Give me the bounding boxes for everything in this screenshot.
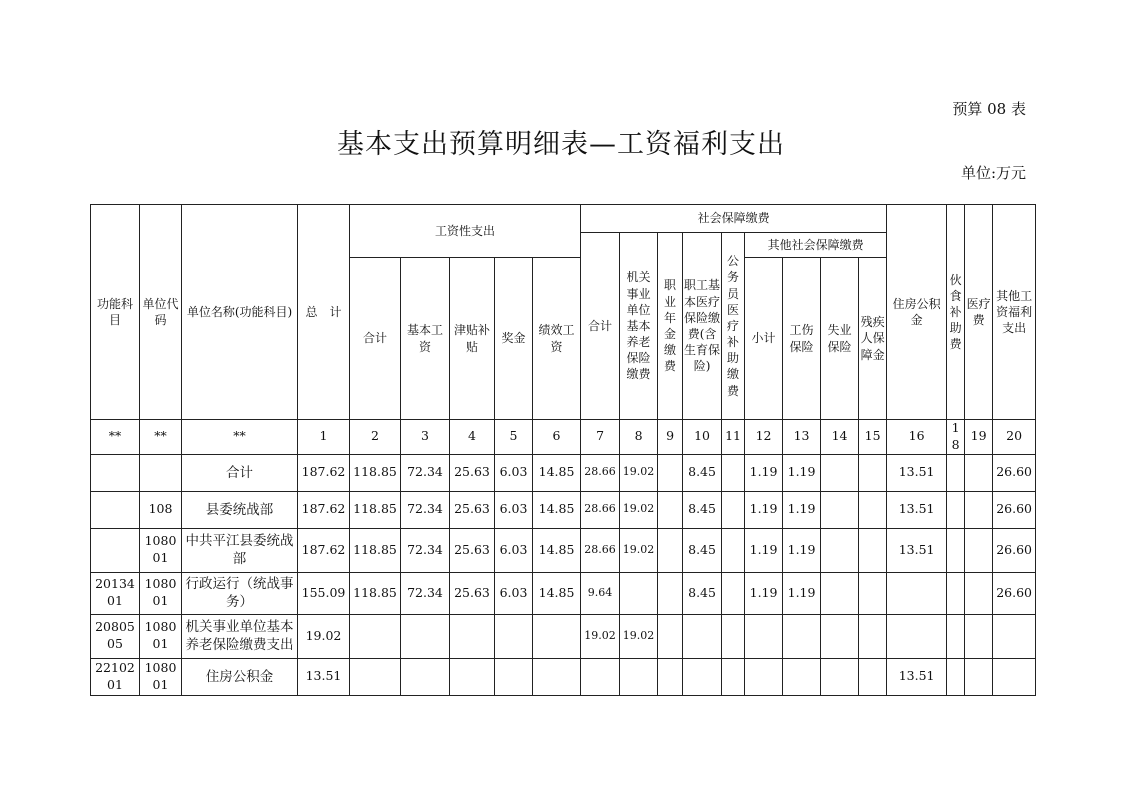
header-meal-allowance: 伙食补助费 <box>947 205 965 420</box>
cell-value: 26.60 <box>993 528 1036 572</box>
cell-value <box>658 614 683 658</box>
cell-unit-name: 中共平江县委统战部 <box>182 528 298 572</box>
cell-func-code: 2080505 <box>91 614 140 658</box>
cell-value: 1.19 <box>783 528 821 572</box>
cell-value <box>859 528 887 572</box>
cell-value: 25.63 <box>450 454 495 491</box>
cell-value: 118.85 <box>350 572 401 614</box>
header-allowance: 津贴补贴 <box>450 258 495 420</box>
budget-table <box>90 204 1036 696</box>
cell-unit-name: 行政运行（统战事务） <box>182 572 298 614</box>
header-unit-name: 单位名称(功能科目) <box>182 205 298 420</box>
cell-value <box>993 614 1036 658</box>
cell-value: 118.85 <box>350 454 401 491</box>
cell-value <box>821 572 859 614</box>
cell-value <box>745 658 783 695</box>
cell-value: 28.66 <box>581 491 620 528</box>
cell-value: 26.60 <box>993 572 1036 614</box>
index-cell: 10 <box>683 420 722 455</box>
cell-value: 155.09 <box>298 572 350 614</box>
cell-value: 187.62 <box>298 528 350 572</box>
cell-value <box>658 454 683 491</box>
cell-value <box>722 454 745 491</box>
index-cell: 7 <box>581 420 620 455</box>
cell-value <box>965 454 993 491</box>
cell-value <box>965 658 993 695</box>
cell-value <box>859 572 887 614</box>
cell-value <box>533 614 581 658</box>
cell-value <box>821 528 859 572</box>
header-social-total: 合计 <box>581 233 620 420</box>
cell-value: 19.02 <box>298 614 350 658</box>
header-bonus: 奖金 <box>495 258 533 420</box>
cell-value <box>947 454 965 491</box>
cell-value <box>658 491 683 528</box>
cell-unit-name: 住房公积金 <box>182 658 298 695</box>
table-row <box>91 528 1036 572</box>
index-cell: 20 <box>993 420 1036 455</box>
index-cell: 18 <box>947 420 965 455</box>
cell-value <box>658 572 683 614</box>
index-cell: 1 <box>298 420 350 455</box>
header-unit-code: 单位代码 <box>140 205 182 420</box>
cell-unit-code: 108001 <box>140 528 182 572</box>
cell-value <box>859 454 887 491</box>
cell-value: 19.02 <box>620 614 658 658</box>
cell-value <box>658 528 683 572</box>
cell-value: 13.51 <box>887 454 947 491</box>
cell-func-code <box>91 528 140 572</box>
cell-value: 1.19 <box>745 528 783 572</box>
cell-value: 19.02 <box>620 454 658 491</box>
cell-value: 6.03 <box>495 572 533 614</box>
header-other-subtotal: 小计 <box>745 258 783 420</box>
cell-unit-code <box>140 454 182 491</box>
header-medical: 职工基本医疗保险缴费(含生育保险) <box>683 233 722 420</box>
cell-value: 1.19 <box>745 454 783 491</box>
header-wage-total: 合计 <box>350 258 401 420</box>
cell-value: 14.85 <box>533 491 581 528</box>
cell-value: 8.45 <box>683 491 722 528</box>
header-housing-fund: 住房公积金 <box>887 205 947 420</box>
index-cell: 11 <box>722 420 745 455</box>
cell-value: 187.62 <box>298 491 350 528</box>
cell-value <box>683 658 722 695</box>
cell-value: 14.85 <box>533 572 581 614</box>
cell-value <box>722 572 745 614</box>
cell-value <box>947 614 965 658</box>
index-cell: ** <box>91 420 140 455</box>
cell-value: 8.45 <box>683 454 722 491</box>
cell-value: 72.34 <box>401 454 450 491</box>
cell-value: 28.66 <box>581 454 620 491</box>
cell-value: 1.19 <box>783 454 821 491</box>
cell-value <box>495 658 533 695</box>
index-row <box>91 420 1036 455</box>
cell-value <box>965 572 993 614</box>
index-cell: 4 <box>450 420 495 455</box>
header-social-group: 社会保障缴费 <box>581 205 887 233</box>
index-cell: 13 <box>783 420 821 455</box>
cell-func-code <box>91 454 140 491</box>
cell-value: 72.34 <box>401 572 450 614</box>
cell-value <box>350 614 401 658</box>
header-disability: 残疾人保障金 <box>859 258 887 420</box>
index-cell: 8 <box>620 420 658 455</box>
cell-value <box>783 614 821 658</box>
index-cell: 2 <box>350 420 401 455</box>
index-cell: 6 <box>533 420 581 455</box>
cell-value: 8.45 <box>683 572 722 614</box>
cell-value <box>401 658 450 695</box>
index-cell: 5 <box>495 420 533 455</box>
index-cell: 19 <box>965 420 993 455</box>
unit-label: 单位:万元 <box>960 164 1026 182</box>
cell-value: 9.64 <box>581 572 620 614</box>
header-other-social-group: 其他社会保障缴费 <box>745 233 887 258</box>
cell-value: 19.02 <box>620 491 658 528</box>
cell-value <box>581 658 620 695</box>
cell-value <box>965 528 993 572</box>
cell-value: 19.02 <box>581 614 620 658</box>
cell-value: 28.66 <box>581 528 620 572</box>
cell-value <box>620 572 658 614</box>
cell-value: 8.45 <box>683 528 722 572</box>
cell-value: 72.34 <box>401 491 450 528</box>
header-pension: 机关事业单位基本养老保险缴费 <box>620 233 658 420</box>
cell-value: 26.60 <box>993 491 1036 528</box>
header-unemployment: 失业保险 <box>821 258 859 420</box>
header-civil-medical: 公务员医疗补助缴费 <box>722 233 745 420</box>
cell-value <box>859 658 887 695</box>
cell-value: 118.85 <box>350 528 401 572</box>
page-title: 基本支出预算明细表—工资福利支出 <box>337 129 785 160</box>
index-cell: 14 <box>821 420 859 455</box>
cell-value <box>887 572 947 614</box>
index-cell: 9 <box>658 420 683 455</box>
cell-value <box>993 658 1036 695</box>
cell-value <box>965 614 993 658</box>
header-func-code: 功能科目 <box>91 205 140 420</box>
cell-value: 6.03 <box>495 491 533 528</box>
cell-value: 13.51 <box>887 491 947 528</box>
cell-value: 25.63 <box>450 528 495 572</box>
header-medical-fee: 医疗费 <box>965 205 993 420</box>
table-row <box>91 454 1036 491</box>
cell-value <box>350 658 401 695</box>
cell-value: 25.63 <box>450 572 495 614</box>
table-body <box>91 454 1036 695</box>
cell-value <box>722 614 745 658</box>
cell-unit-name: 合计 <box>182 454 298 491</box>
cell-value: 14.85 <box>533 528 581 572</box>
cell-value <box>965 491 993 528</box>
cell-value <box>450 614 495 658</box>
cell-unit-code: 108001 <box>140 614 182 658</box>
cell-value <box>450 658 495 695</box>
header-total: 总 计 <box>298 205 350 420</box>
cell-value <box>533 658 581 695</box>
cell-value <box>722 658 745 695</box>
cell-value: 1.19 <box>745 572 783 614</box>
cell-value: 187.62 <box>298 454 350 491</box>
cell-value: 1.19 <box>783 572 821 614</box>
header-other-welfare: 其他工资福利支出 <box>993 205 1036 420</box>
cell-value: 1.19 <box>783 491 821 528</box>
cell-value: 6.03 <box>495 454 533 491</box>
cell-unit-code: 108001 <box>140 658 182 695</box>
form-code: 预算 08 表 <box>952 100 1026 118</box>
header-wage-group: 工资性支出 <box>350 205 581 258</box>
cell-unit-code: 108001 <box>140 572 182 614</box>
cell-value <box>722 528 745 572</box>
cell-value: 72.34 <box>401 528 450 572</box>
cell-value <box>947 528 965 572</box>
cell-func-code: 2013401 <box>91 572 140 614</box>
cell-value <box>947 658 965 695</box>
cell-value: 13.51 <box>887 658 947 695</box>
table-row <box>91 491 1036 528</box>
cell-value: 1.19 <box>745 491 783 528</box>
cell-value <box>722 491 745 528</box>
cell-value <box>859 614 887 658</box>
cell-value <box>821 454 859 491</box>
cell-value <box>821 491 859 528</box>
cell-unit-name: 县委统战部 <box>182 491 298 528</box>
cell-value <box>783 658 821 695</box>
cell-value: 6.03 <box>495 528 533 572</box>
cell-value <box>821 614 859 658</box>
cell-value <box>658 658 683 695</box>
header-perf-wage: 绩效工资 <box>533 258 581 420</box>
index-cell: 15 <box>859 420 887 455</box>
cell-value: 13.51 <box>298 658 350 695</box>
header-occupational: 职业年金缴费 <box>658 233 683 420</box>
header-injury: 工伤保险 <box>783 258 821 420</box>
index-cell: 12 <box>745 420 783 455</box>
cell-value <box>947 491 965 528</box>
header-basic-wage: 基本工资 <box>401 258 450 420</box>
cell-value: 25.63 <box>450 491 495 528</box>
cell-unit-name: 机关事业单位基本养老保险缴费支出 <box>182 614 298 658</box>
cell-value <box>947 572 965 614</box>
index-cell: 16 <box>887 420 947 455</box>
table-row <box>91 614 1036 658</box>
index-cell: ** <box>140 420 182 455</box>
table-row <box>91 658 1036 695</box>
cell-func-code <box>91 491 140 528</box>
cell-func-code: 2210201 <box>91 658 140 695</box>
cell-value <box>401 614 450 658</box>
cell-value: 19.02 <box>620 528 658 572</box>
cell-value <box>859 491 887 528</box>
cell-value <box>821 658 859 695</box>
cell-value: 118.85 <box>350 491 401 528</box>
table-row <box>91 572 1036 614</box>
cell-value <box>887 614 947 658</box>
index-cell: 3 <box>401 420 450 455</box>
cell-value <box>620 658 658 695</box>
cell-unit-code: 108 <box>140 491 182 528</box>
cell-value: 14.85 <box>533 454 581 491</box>
index-cell: ** <box>182 420 298 455</box>
cell-value <box>745 614 783 658</box>
cell-value: 13.51 <box>887 528 947 572</box>
cell-value: 26.60 <box>993 454 1036 491</box>
cell-value <box>495 614 533 658</box>
cell-value <box>683 614 722 658</box>
